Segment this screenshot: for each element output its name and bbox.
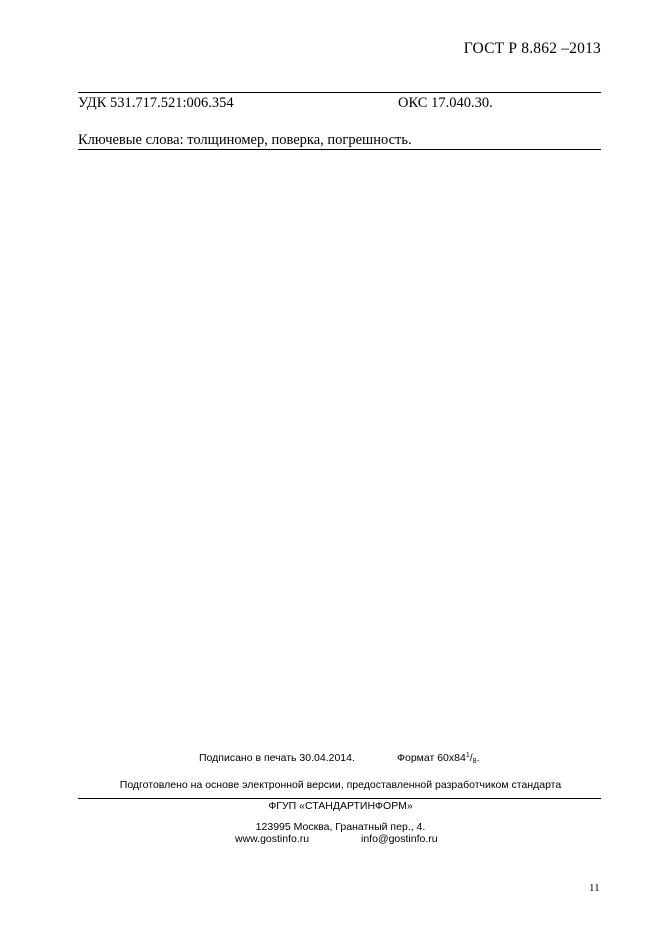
imprint-divider bbox=[78, 798, 601, 799]
publisher-address: 123995 Москва, Гранатный пер., 4. bbox=[255, 821, 426, 833]
publisher-email: info@gostinfo.ru bbox=[361, 833, 438, 845]
page-number: 11 bbox=[589, 882, 600, 894]
standard-number: ГОСТ Р 8.862 –2013 bbox=[463, 40, 601, 57]
paper-format: Формат $60х84^1/_8$. bbox=[397, 752, 480, 765]
top-divider bbox=[78, 92, 601, 93]
prepared-note: Подготовлено на основе электронной версии, предоставленной разработчиком стандарта bbox=[119, 779, 562, 791]
udk-code: УДК 531.717.521:006.354 bbox=[78, 95, 234, 111]
signed-for-print: Подписано в печать 30.04.2014. bbox=[199, 752, 355, 764]
paper-format-prefix: Формат 60х84 bbox=[397, 752, 466, 764]
paper-format-numerator: 1 bbox=[465, 752, 470, 759]
publisher-website: www.gostinfo.ru bbox=[235, 833, 310, 845]
publisher-name: ФГУП «СТАНДАРТИНФОРМ» bbox=[268, 800, 413, 812]
oks-code: ОКС 17.040.30. bbox=[398, 95, 493, 111]
paper-format-suffix: . bbox=[476, 752, 480, 764]
keywords-line: Ключевые слова: толщиномер, поверка, погрешность. bbox=[78, 132, 412, 148]
keywords-divider bbox=[78, 149, 601, 150]
paper-format-denominator: 8 bbox=[472, 758, 477, 765]
